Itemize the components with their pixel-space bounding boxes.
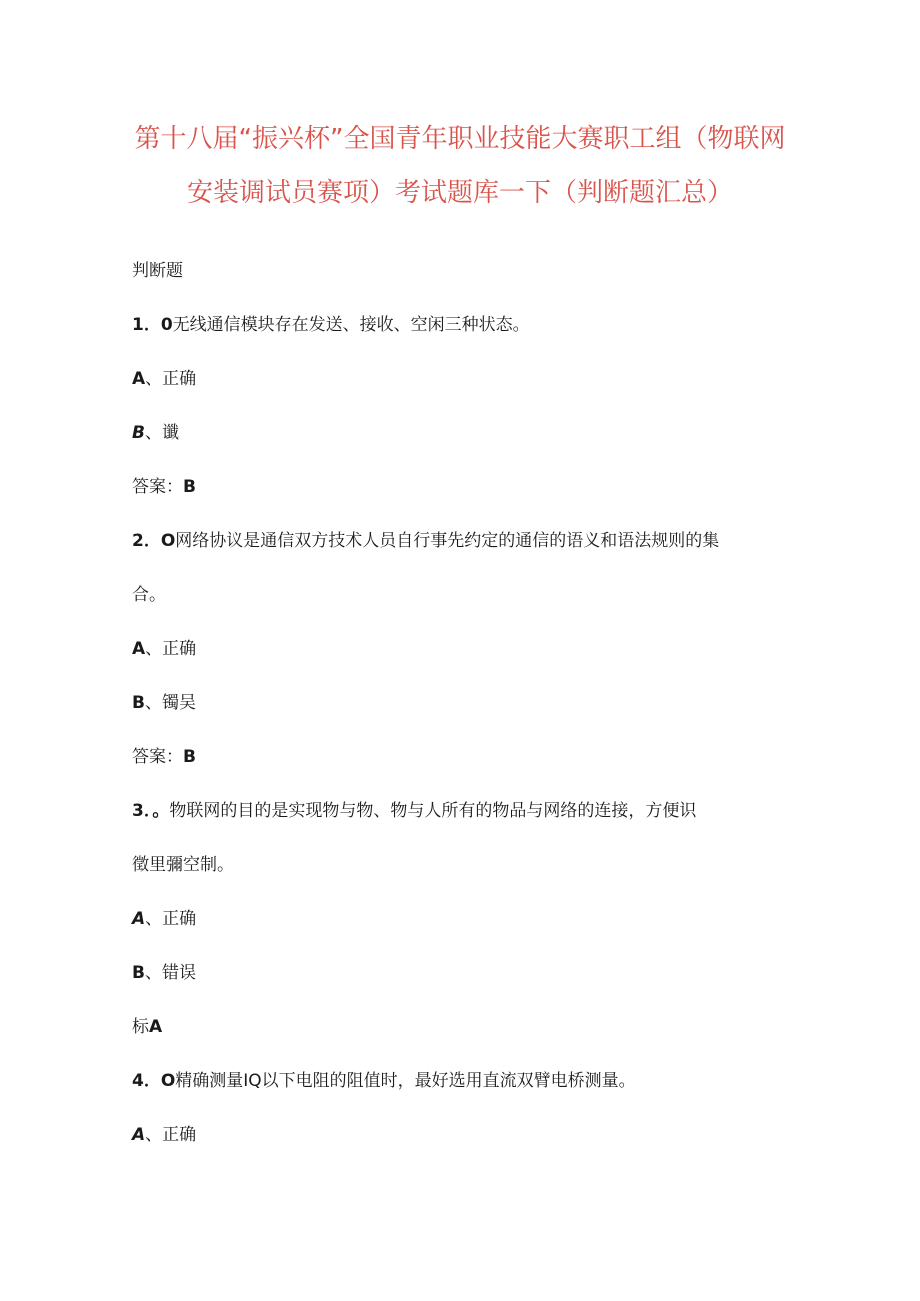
question-2-answer: 答案：B — [132, 747, 196, 767]
question-2-text: 网络协议是通信双方技术人员自行事先约定的通信的语义和语法规则的集 — [175, 531, 720, 551]
question-3-option-a: A、正确 — [132, 909, 197, 929]
question-1-stem — [132, 312, 832, 339]
question-4-option-a: A、正确 — [132, 1125, 197, 1145]
title-line-1: 第十八届“振兴杯”全国青年职业技能大赛职工组（物联网 — [134, 124, 786, 154]
question-2-number: 2．O — [132, 531, 176, 551]
question-2-option-b: B、镯吴 — [132, 693, 196, 713]
question-2-option-a: A、正确 — [132, 639, 197, 659]
question-1-text: 无线通信模块存在发送、接收、空闲三种状态。 — [172, 315, 530, 335]
question-4-text: 精确测量IQ以下电阻的阻值时，最好选用直流双臂电桥测量。 — [175, 1071, 636, 1091]
question-3-answer: 标A — [132, 1017, 163, 1037]
question-1-answer: 答案：B — [132, 477, 196, 497]
question-3-text: 物联网的目的是实现物与物、物与人所有的物品与网络的连接，方便识 — [169, 801, 697, 821]
title-line-2: 安装调试员赛项）考试题库一下（判断题汇总） — [186, 178, 733, 208]
question-4-stem — [132, 1068, 832, 1095]
section-heading: 判断题 — [132, 261, 183, 281]
document-title — [0, 112, 920, 220]
question-list — [132, 258, 832, 1149]
question-3-option-b: B、错误 — [132, 963, 196, 983]
question-1-option-b: B、谶 — [132, 423, 179, 443]
question-3-number: 3．。 — [132, 801, 170, 821]
question-2-stem — [132, 528, 832, 555]
question-1-option-a: A、正确 — [132, 369, 197, 389]
question-3-stem — [132, 798, 832, 825]
question-3-stem-cont: 徵里彌空制。 — [132, 855, 234, 875]
question-1-number: 1．0 — [132, 315, 173, 335]
question-2-stem-cont: 合。 — [132, 585, 166, 605]
question-4-number: 4．O — [132, 1071, 176, 1091]
